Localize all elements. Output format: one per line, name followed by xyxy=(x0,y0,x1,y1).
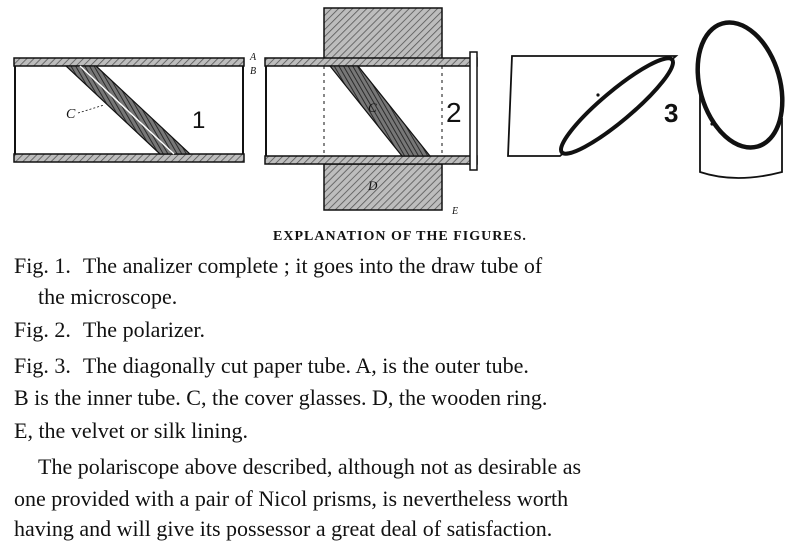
fig1-number: 1 xyxy=(192,107,206,134)
legend-fig-1 xyxy=(14,254,542,278)
fig1-label-c: C xyxy=(66,107,76,122)
legend-fig-2-label: Fig. 2. xyxy=(14,317,71,342)
fig3-number: 3 xyxy=(664,98,679,128)
paragraph-line-1: The polariscope above described, although not as desirable as xyxy=(38,454,582,479)
legend-line-e: E, the velvet or silk lining. xyxy=(14,418,249,443)
legend-fig-1-label: Fig. 1. xyxy=(14,253,71,278)
fig2-label-d: D xyxy=(368,178,378,193)
paragraph-line-2: one provided with a pair of Nicol prisms, is nevertheless worth xyxy=(14,486,569,511)
paragraph-line-3: having and will give its possessor a great deal of satisfaction. xyxy=(14,516,553,541)
legend-fig-2-text: The polarizer. xyxy=(82,317,206,342)
figure-3-cut-tube xyxy=(508,12,796,178)
figures-caption: EXPLANATION OF THE FIGURES. xyxy=(273,229,527,244)
fig2-label-b: B xyxy=(250,66,257,77)
figures-illustration xyxy=(0,0,800,225)
figure-2-polarizer xyxy=(249,8,477,217)
fig2-label-a: A xyxy=(250,52,257,63)
figure-1-analizer xyxy=(14,58,244,162)
legend-fig-1-text: The analizer complete ; it goes into the draw tube of xyxy=(82,253,543,278)
legend-fig-3 xyxy=(14,354,529,378)
legend-fig-3-text: The diagonally cut paper tube. A, is the outer tube. xyxy=(82,353,529,378)
legend-line-b: B is the inner tube. C, the cover glasses. D, the wooden ring. xyxy=(14,385,548,410)
legend-fig-2 xyxy=(14,318,205,342)
fig2-number: 2 xyxy=(446,97,462,128)
legend-fig-3-label: Fig. 3. xyxy=(14,353,71,378)
fig2-label-c: C xyxy=(368,100,377,115)
fig2-label-e: E xyxy=(452,206,459,217)
legend-fig-1-continuation: the microscope. xyxy=(38,284,178,309)
